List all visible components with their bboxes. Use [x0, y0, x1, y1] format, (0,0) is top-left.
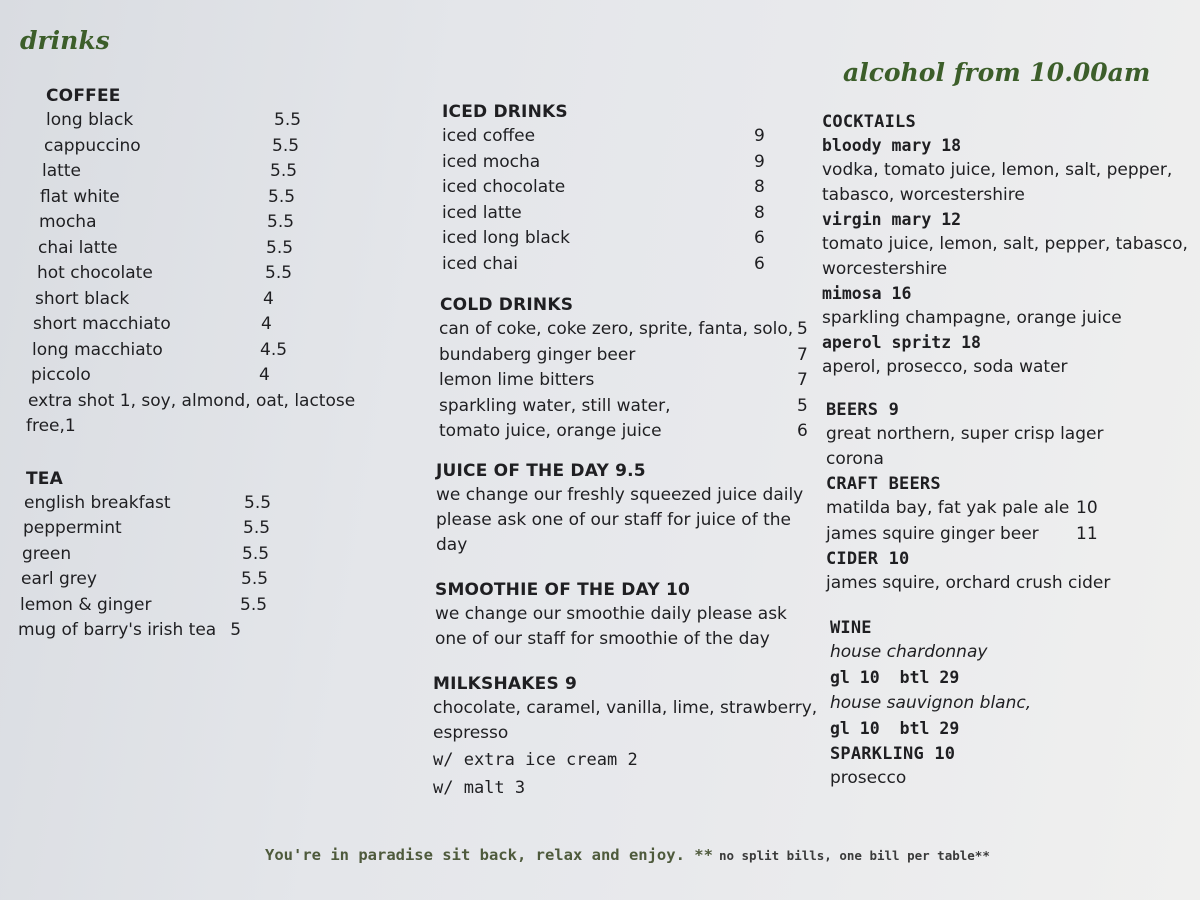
item-price: 7: [797, 370, 808, 390]
milkshakes-section: [432, 672, 817, 802]
menu-item: [18, 210, 408, 236]
item-name: lemon lime bitters: [439, 370, 595, 390]
item-price: 4.5: [260, 339, 288, 360]
menu-item: [432, 201, 817, 227]
section-heading-wine: WINE: [830, 618, 872, 638]
section-heading-sparkling: SPARKLING 10: [830, 744, 956, 764]
menu-item: [18, 236, 408, 262]
item-name: piccolo: [31, 365, 91, 385]
cocktail-name: aperol spritz 18: [822, 333, 981, 352]
wine-section: [822, 616, 1192, 791]
tea-section: [18, 467, 408, 644]
menu-item: [432, 150, 817, 176]
glass-price: gl 10: [830, 719, 880, 738]
item-name: iced coffee: [442, 126, 536, 146]
smoothie-description: we change our smoothie daily please ask: [435, 603, 787, 624]
item-name: flat white: [40, 186, 120, 207]
menu-item: [432, 317, 817, 343]
item-name: can of coke, coke zero, sprite, fanta, solo,: [439, 319, 794, 339]
right-column: [822, 110, 1192, 791]
menu-item: [432, 252, 817, 278]
beers-section: [822, 398, 1192, 472]
bottle-price: btl 29: [899, 719, 960, 738]
menu-item: [432, 419, 817, 445]
item-name: english breakfast: [24, 492, 171, 513]
menu-item: [18, 542, 408, 568]
item-name: hot chocolate: [37, 263, 153, 283]
section-heading-coffee: COFFEE: [46, 86, 121, 106]
bottle-price: btl 29: [899, 668, 960, 687]
iced-drinks-section: [432, 100, 817, 277]
menu-item: [18, 338, 408, 364]
cold-drinks-section: [432, 293, 817, 445]
item-price: 5.5: [265, 263, 293, 283]
menu-item: [18, 185, 408, 211]
menu-item: [18, 287, 408, 313]
item-name: short black: [35, 288, 130, 309]
section-heading-beers: BEERS 9: [826, 400, 900, 420]
footer-note: no split bills, one bill per table**: [718, 848, 990, 863]
item-name: latte: [42, 161, 81, 181]
menu-item: [432, 394, 817, 420]
section-heading-cider: CIDER 10: [826, 549, 910, 569]
item-price: 9: [754, 126, 765, 146]
menu-item: [432, 175, 817, 201]
section-heading-milkshakes: MILKSHAKES 9: [433, 673, 578, 694]
menu-item: [826, 496, 1192, 522]
item-name: green: [22, 543, 72, 564]
item-name: peppermint: [23, 518, 122, 538]
item-name: tomato juice, orange juice: [439, 421, 662, 441]
item-price: 5.5: [266, 237, 294, 258]
menu-item: [18, 618, 408, 644]
item-name: matilda bay, fat yak pale ale: [826, 498, 1070, 518]
menu-item: [432, 124, 817, 150]
item-price: 6: [754, 228, 765, 248]
section-heading-iced-drinks: ICED DRINKS: [442, 102, 568, 122]
cocktail-description: tomato juice, lemon, salt, pepper, tabasco,: [822, 234, 1188, 254]
item-name: earl grey: [21, 569, 97, 589]
item-price: 6: [754, 253, 765, 274]
smoothie-description: one of our staff for smoothie of the day: [435, 628, 770, 649]
cocktail-description: tabasco, worcestershire: [822, 185, 1025, 205]
item-price: 7: [797, 344, 808, 365]
cocktails-section: [822, 110, 1192, 380]
footer-message: [265, 846, 990, 864]
item-name: mocha: [39, 212, 97, 232]
item-name: sparkling water, still water,: [439, 395, 671, 416]
item-name: cappuccino: [44, 135, 141, 156]
menu-item: [18, 491, 408, 517]
item-name: iced latte: [442, 202, 522, 223]
menu-item: [18, 261, 408, 287]
item-price: 5.5: [267, 212, 295, 232]
sparkling-list: prosecco: [830, 768, 907, 788]
item-name: mug of barry's irish tea: [18, 620, 217, 640]
item-name: short macchiato: [33, 314, 171, 334]
item-price: 6: [797, 421, 808, 441]
coffee-section: [18, 84, 408, 439]
item-name: iced chocolate: [442, 177, 566, 197]
menu-item: [826, 522, 1192, 548]
juice-description: please ask one of our staff for juice of the: [436, 509, 791, 530]
menu-item: [18, 363, 408, 389]
milkshake-extra: w/ extra ice cream 2: [433, 749, 638, 770]
item-price: 8: [754, 177, 765, 197]
item-price: 4: [259, 365, 270, 385]
cocktail-name: virgin mary 12: [822, 210, 962, 229]
coffee-extras: extra shot 1, soy, almond, oat, lactose: [28, 390, 356, 411]
menu-item: [18, 134, 408, 160]
section-heading-craft-beers: CRAFT BEERS: [826, 474, 941, 494]
item-name: iced mocha: [442, 151, 541, 172]
cocktail-description: aperol, prosecco, soda water: [822, 357, 1068, 377]
wine-prices: [830, 716, 1192, 742]
item-name: bundaberg ginger beer: [439, 344, 636, 365]
menu-item: [18, 108, 408, 134]
wine-name: house sauvignon blanc,: [830, 693, 1032, 713]
smoothie-of-the-day-section: [432, 578, 817, 652]
cocktail-name: mimosa 16: [822, 284, 912, 303]
cider-section: [822, 547, 1192, 596]
item-name: long macchiato: [32, 339, 163, 360]
wine-prices: [830, 665, 1192, 691]
item-name: lemon & ginger: [20, 594, 152, 615]
juice-description: we change our freshly squeezed juice daily: [436, 484, 804, 505]
item-price: 5.5: [241, 569, 269, 589]
glass-price: gl 10: [830, 668, 880, 687]
cocktail-name: bloody mary 18: [822, 136, 962, 155]
milkshake-flavours: chocolate, caramel, vanilla, lime, strawberry,: [433, 697, 818, 718]
cocktail-description: vodka, tomato juice, lemon, salt, pepper,: [822, 160, 1173, 180]
item-price: 5: [797, 319, 808, 339]
item-price: 11: [1076, 523, 1098, 544]
coffee-extras-cont: free,1: [26, 415, 76, 436]
juice-of-the-day-section: [432, 459, 817, 558]
item-name: long black: [46, 110, 134, 130]
alcohol-hours-note: alcohol from 10.00am: [843, 58, 1151, 87]
menu-item: [18, 516, 408, 542]
menu-item: [432, 368, 817, 394]
item-price: 10: [1076, 498, 1098, 518]
cocktail-description: sparkling champagne, orange juice: [822, 308, 1122, 328]
item-name: iced long black: [442, 228, 570, 248]
item-price: 8: [754, 202, 765, 223]
cider-list: james squire, orchard crush cider: [826, 573, 1111, 593]
section-heading-cold-drinks: COLD DRINKS: [440, 295, 574, 315]
item-price: 5.5: [274, 110, 302, 130]
milkshake-extra: w/ malt 3: [433, 777, 526, 798]
menu-item: [18, 159, 408, 185]
item-price: 5.5: [270, 161, 298, 181]
cocktail-description: worcestershire: [822, 259, 948, 279]
item-price: 5.5: [240, 594, 268, 615]
item-name: iced chai: [442, 253, 518, 274]
item-price: 4: [261, 314, 272, 334]
item-price: 9: [754, 151, 765, 172]
juice-description: day: [436, 534, 468, 555]
left-column: [18, 84, 408, 644]
menu-item: [18, 312, 408, 338]
menu-item: [432, 343, 817, 369]
item-price: 5.5: [268, 186, 296, 207]
section-heading-juice: JUICE OF THE DAY 9.5: [436, 460, 646, 481]
menu-item: [18, 593, 408, 619]
item-price: 5.5: [242, 543, 270, 564]
item-price: 5.5: [244, 492, 272, 513]
item-price: 5: [797, 395, 808, 416]
section-heading-cocktails: COCKTAILS: [822, 112, 916, 132]
item-price: 5.5: [243, 518, 271, 538]
milkshake-flavours: espresso: [433, 722, 509, 743]
section-heading-tea: TEA: [26, 468, 63, 489]
item-price: 4: [263, 288, 274, 309]
menu-item: [18, 567, 408, 593]
beer-list: great northern, super crisp lager: [826, 424, 1104, 444]
item-name: chai latte: [38, 237, 118, 258]
page-title: drinks: [20, 26, 110, 55]
section-heading-smoothie: SMOOTHIE OF THE DAY 10: [435, 579, 691, 600]
footer-main: You're in paradise sit back, relax and enjoy. **: [265, 846, 713, 864]
menu-item: [432, 226, 817, 252]
wine-name: house chardonnay: [830, 642, 988, 662]
item-name: james squire ginger beer: [826, 523, 1039, 544]
beer-list: corona: [826, 449, 884, 469]
craft-beers-section: [822, 472, 1192, 547]
middle-column: [432, 100, 817, 802]
item-price: 5.5: [272, 135, 300, 156]
item-price: 5: [230, 620, 242, 640]
